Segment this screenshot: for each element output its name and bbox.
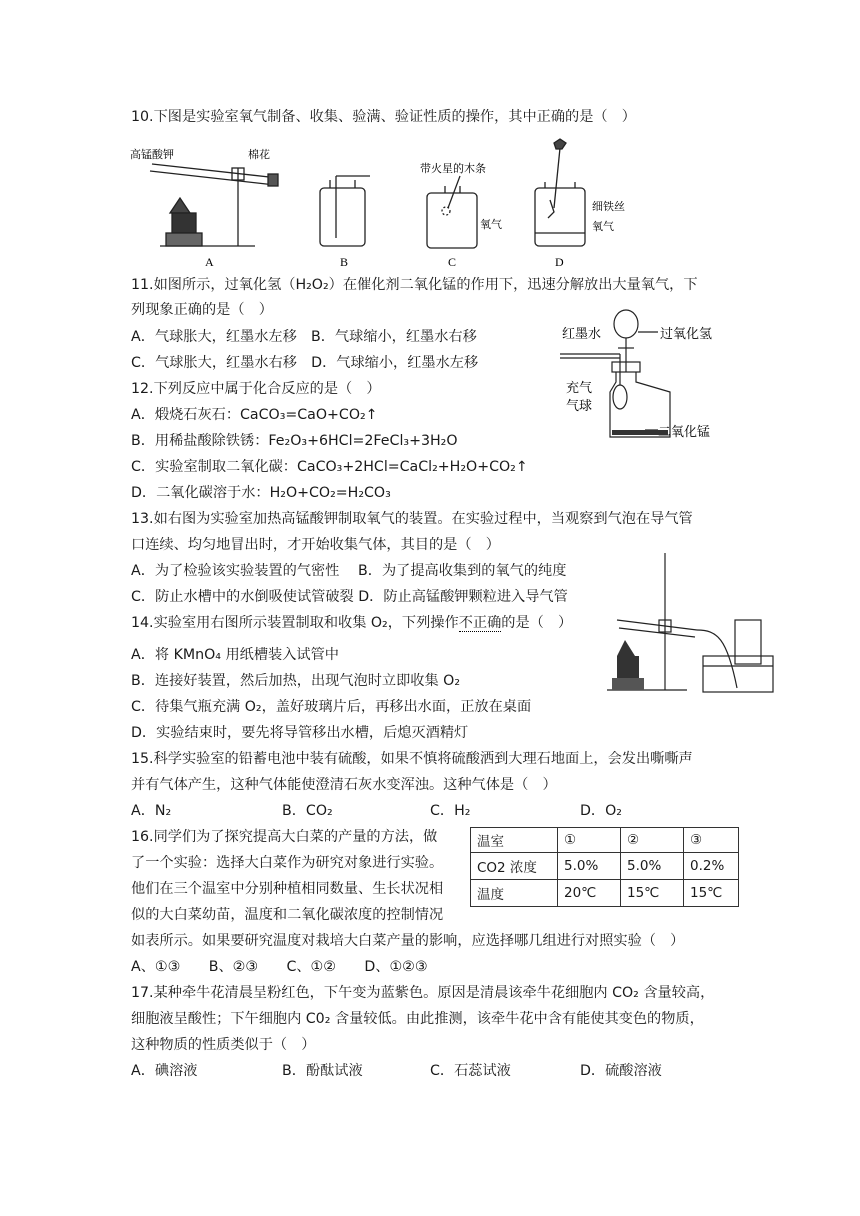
q17-stem-line1: 17.某种牵牛花清晨呈粉红色，下午变为蓝紫色。原因是清晨该牵牛花细胞内 CO₂ 含量较高，: [131, 985, 715, 1001]
q16-options: A、①③ B、②③ C、①② D、①②③: [131, 959, 428, 975]
q13-figure: [607, 548, 777, 694]
table-header-cell: ②: [621, 828, 684, 853]
q14-stem-suffix: 的是（ ）: [501, 615, 573, 631]
q12-stem: 12.下列反应中属于化合反应的是（ ）: [131, 381, 381, 397]
q15-option-d: D．O₂: [580, 803, 622, 819]
q10-figure: [130, 138, 625, 270]
label-iron-wire: 细铁丝: [592, 201, 625, 213]
q14-stem: [131, 613, 572, 633]
table-cell: 温度: [471, 880, 558, 907]
q11-stem-line2: 列现象正确的是（ ）: [131, 302, 273, 318]
q17-option-d: D．硫酸溶液: [580, 1063, 662, 1079]
q16-line3: 他们在三个温室中分别种植相同数量、生长状况相: [131, 881, 444, 897]
q11-figure: [560, 302, 760, 442]
label-balloon-1: 充气: [566, 380, 593, 395]
q17-stem-line3: 这种物质的性质类似于（ ）: [131, 1037, 316, 1053]
label-oxygen-d: 氧气: [592, 221, 614, 233]
table-header-cell: 温室: [471, 828, 558, 853]
label-D: D: [555, 255, 564, 269]
q16-line4: 似的大白菜幼苗，温度和二氧化碳浓度的控制情况: [131, 907, 444, 923]
q15-option-b: B．CO₂: [282, 803, 333, 819]
table-cell: CO2 浓度: [471, 853, 558, 880]
q17-option-b: B．酚酞试液: [282, 1063, 363, 1079]
q12-option-a: A．煅烧石灰石：CaCO₃=CaO+CO₂↑: [131, 407, 378, 423]
q16-table: [470, 827, 739, 907]
label-mno2: 二氧化锰: [658, 424, 711, 439]
table-cell: 0.2%: [684, 853, 739, 880]
label-red-ink: 红墨水: [562, 326, 602, 341]
q13-stem-line2: 口连续、均匀地冒出时，才开始收集气体，其目的是（ ）: [131, 537, 500, 553]
q14-stem-emphasis: 不正确: [458, 615, 502, 631]
label-A: A: [205, 255, 214, 269]
table-row: [471, 853, 739, 880]
q16-line5: 如表所示。如果要研究温度对栽培大白菜产量的影响，应选择哪几组进行对照实验（ ）: [131, 933, 685, 949]
q15-option-a: A．N₂: [131, 803, 172, 819]
q16-line1: 16.同学们为了探究提高大白菜的产量的方法，做: [131, 829, 438, 845]
q13-options-cd: C．防止水槽中的水倒吸使试管破裂 D．防止高锰酸钾颗粒进入导气管: [131, 589, 568, 605]
label-kmno4: 高锰酸钾: [130, 149, 174, 161]
q13-stem-line1: 13.如右图为实验室加热高锰酸钾制取氧气的装置。在实验过程中，当观察到气泡在导气管: [131, 511, 693, 527]
table-cell: 15℃: [621, 880, 684, 907]
table-cell: 5.0%: [621, 853, 684, 880]
q14-option-a: A．将 KMnO₄ 用纸槽装入试管中: [131, 647, 339, 663]
q13-options-ab: A．为了检验该实验装置的气密性 B．为了提高收集到的氧气的纯度: [131, 563, 567, 579]
table-row: [471, 880, 739, 907]
q15-stem-line1: 15.科学实验室的铅蓄电池中装有硫酸，如果不慎将硫酸洒到大理石地面上，会发出嘶嘶声: [131, 751, 693, 767]
table-cell: 15℃: [684, 880, 739, 907]
table-header-row: [471, 828, 739, 853]
q14-stem-prefix: 14.实验室用右图所示装置制取和收集 O₂，下列操作: [131, 615, 459, 631]
label-oxygen-c: 氧气: [480, 219, 502, 231]
q17-stem-line2: 细胞液呈酸性；下午细胞内 C0₂ 含量较低。由此推测，该牵牛花中含有能使其变色的物质，: [131, 1011, 704, 1027]
q11-options-ab: A．气球胀大，红墨水左移 B．气球缩小，红墨水右移: [131, 329, 477, 345]
label-glowing-stick: 带火星的木条: [420, 163, 486, 175]
q12-option-d: D．二氧化碳溶于水：H₂O+CO₂=H₂CO₃: [131, 485, 391, 501]
q17-option-a: A．碘溶液: [131, 1063, 198, 1079]
q14-option-d: D．实验结束时，要先将导管移出水槽，后熄灭酒精灯: [131, 725, 469, 741]
q14-option-b: B．连接好装置，然后加热，出现气泡时立即收集 O₂: [131, 673, 461, 689]
label-cotton: 棉花: [248, 149, 270, 161]
q15-stem-line2: 并有气体产生，这种气体能使澄清石灰水变浑浊。这种气体是（ ）: [131, 777, 557, 793]
table-header-cell: ③: [684, 828, 739, 853]
table-header-cell: ①: [558, 828, 621, 853]
label-balloon-2: 气球: [566, 398, 593, 413]
table-cell: 20℃: [558, 880, 621, 907]
q16-line2: 了一个实验：选择大白菜作为研究对象进行实验。: [131, 855, 444, 871]
q12-option-b: B．用稀盐酸除铁锈：Fe₂O₃+6HCl=2FeCl₃+3H₂O: [131, 433, 458, 449]
q17-option-c: C．石蕊试液: [430, 1063, 511, 1079]
q15-option-c: C．H₂: [430, 803, 471, 819]
q10-stem: 10.下图是实验室氧气制备、收集、验满、验证性质的操作，其中正确的是（ ）: [131, 109, 636, 125]
q11-stem-line1: 11.如图所示，过氧化氢（H₂O₂）在催化剂二氧化锰的作用下，迅速分解放出大量氧气，下: [131, 277, 698, 293]
q11-options-cd: C．气球胀大，红墨水右移 D．气球缩小，红墨水左移: [131, 355, 479, 371]
q14-option-c: C．待集气瓶充满 O₂，盖好玻璃片后，再移出水面，正放在桌面: [131, 699, 532, 715]
label-hydrogen-peroxide: 过氧化氢: [660, 326, 713, 341]
label-B: B: [340, 255, 349, 269]
q12-option-c: C．实验室制取二氧化碳：CaCO₃+2HCl=CaCl₂+H₂O+CO₂↑: [131, 459, 528, 475]
table-cell: 5.0%: [558, 853, 621, 880]
label-C: C: [448, 255, 457, 269]
